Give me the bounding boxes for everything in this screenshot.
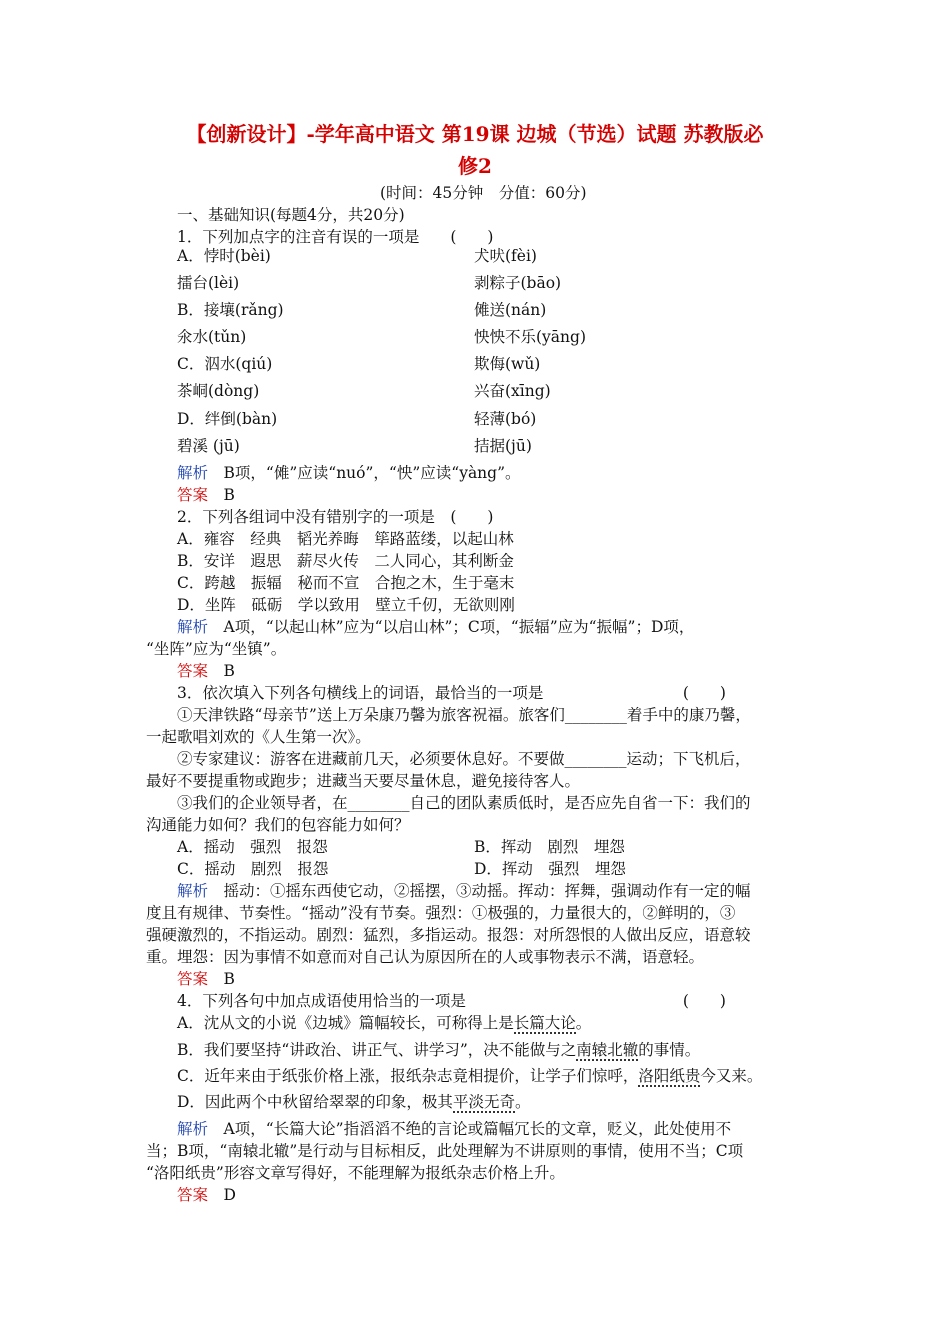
- answer-label: 答案: [177, 662, 209, 680]
- q3-sentence3-cont: 沟通能力如何？我们的包容能力如何？: [146, 816, 410, 834]
- analysis-text: 摇动：①摇东西使它动，②摇摆，③动摇。挥动：挥舞，强调动作有一定的幅: [223, 882, 751, 900]
- page-title-line1: 【创新设计】-学年高中语文 第19课 边城（节选）试题 苏教版必: [186, 122, 764, 146]
- section-heading: 一、基础知识(每题4分，共20分): [177, 206, 405, 224]
- analysis-label: 解析: [177, 464, 209, 482]
- analysis-label: 解析: [177, 1120, 209, 1138]
- q3-answer: [177, 968, 235, 990]
- answer-value: B: [223, 662, 235, 680]
- q1-option-d4: 拮据(jū): [474, 437, 532, 455]
- q2-analysis: [177, 616, 694, 638]
- q3-analysis-line3: 强硬激烈的，不指运动。剧烈：猛烈，多指运动。报怨：对所怨恨的人做出反应，语意较: [146, 926, 751, 944]
- answer-label: 答案: [177, 486, 209, 504]
- q1-option-d1: D．绊倒(bàn): [177, 410, 278, 428]
- option-text: C．近年来由于纸张价格上涨，报纸杂志竟相提价，让学子们惊呼，: [177, 1067, 639, 1085]
- q1-option-c1: C．泅水(qiú): [177, 355, 273, 373]
- dotted-idiom: 长篇大论: [513, 1014, 576, 1032]
- q3-sentence3: ③我们的企业领导者，在________自己的团队素质低时，是否应先自省一下：我们的: [177, 794, 751, 812]
- q1-analysis: [177, 462, 521, 484]
- q1-option-c3: 茶峒(dòng): [177, 382, 260, 400]
- exam-meta: (时间：45分钟 分值：60分): [380, 184, 587, 202]
- q2-option-a: A．雍容 经典 韬光养晦 筚路蓝缕，以起山林: [177, 530, 514, 548]
- dotted-idiom: 南辕北辙: [576, 1041, 639, 1059]
- answer-label: 答案: [177, 970, 209, 988]
- q1-option-c2: 欺侮(wǔ): [474, 355, 541, 373]
- option-text: A．沈从文的小说《边城》篇幅较长，可称得上是: [177, 1014, 514, 1032]
- q3-option-a: A．摇动 强烈 报怨: [177, 838, 328, 856]
- q4-option-a: [177, 1012, 591, 1034]
- q2-analysis-cont: “坐阵”应为“坐镇”。: [146, 640, 287, 658]
- q4-analysis-line2: 当；B项，“南辕北辙”是行动与目标相反，此处理解为不讲原则的事情，使用不当；C项: [146, 1142, 744, 1160]
- q3-stem: 3．依次填入下列各句横线上的词语，最恰当的一项是 ( ): [177, 684, 726, 702]
- q4-stem: 4．下列各句中加点成语使用恰当的一项是 ( ): [177, 992, 726, 1010]
- q2-option-c: C．跨越 振辐 秘而不宣 合抱之木，生于毫末: [177, 574, 515, 592]
- option-text: B．我们要坚持“讲政治、讲正气、讲学习”，决不能做与之: [177, 1041, 577, 1059]
- q1-stem: 1．下列加点字的注音有误的一项是 ( ): [177, 228, 494, 246]
- q3-option-b: B．挥动 剧烈 埋怨: [474, 838, 625, 856]
- q2-stem: 2．下列各组词中没有错别字的一项是 ( ): [177, 508, 494, 526]
- analysis-text: B项，“傩”应读“nuó”，“怏”应读“yàng”。: [223, 464, 521, 482]
- q3-sentence2: ②专家建议：游客在进藏前几天，必须要休息好。不要做________运动；下飞机后，: [177, 750, 751, 768]
- option-text: 。: [514, 1093, 531, 1111]
- q3-sentence2-cont: 最好不要提重物或跑步；进藏当天要尽量休息，避免接待客人。: [146, 772, 581, 790]
- dotted-idiom: 平淡无奇: [452, 1093, 515, 1111]
- q1-option-b4: 怏怏不乐(yāng): [474, 328, 586, 346]
- option-text: 的事情。: [638, 1041, 701, 1059]
- q1-answer: [177, 484, 235, 506]
- q4-option-c: [177, 1065, 762, 1087]
- q1-option-b1: B．接壤(rǎng): [177, 301, 284, 319]
- q1-option-a4: 剥粽子(bāo): [474, 274, 562, 292]
- answer-value: B: [223, 486, 235, 504]
- q4-option-d: [177, 1091, 530, 1113]
- q1-option-c4: 兴奋(xīng): [474, 382, 551, 400]
- q4-analysis-line3: “洛阳纸贵”形容文章写得好，不能理解为报纸杂志价格上升。: [146, 1164, 565, 1182]
- q2-option-b: B．安详 遐思 薪尽火传 二人同心，其利断金: [177, 552, 514, 570]
- option-text: 今又来。: [700, 1067, 763, 1085]
- q3-option-c: C．摇动 剧烈 报怨: [177, 860, 329, 878]
- q1-option-a2: 犬吠(fèi): [474, 247, 537, 265]
- q1-option-d2: 轻薄(bó): [474, 410, 537, 428]
- analysis-label: 解析: [177, 882, 209, 900]
- q3-sentence1-cont: 一起歌唱刘欢的《人生第一次》。: [146, 728, 371, 746]
- answer-label: 答案: [177, 1186, 209, 1204]
- q3-option-d: D．挥动 强烈 埋怨: [474, 860, 626, 878]
- answer-value: B: [223, 970, 235, 988]
- q3-analysis-line4: 重。埋怨：因为事情不如意而对自己认为原因所在的人或事物表示不满，语意轻。: [146, 948, 705, 966]
- analysis-text: A项，“长篇大论”指滔滔不绝的言论或篇幅冗长的文章，贬义，此处使用不: [223, 1120, 732, 1138]
- q3-sentence1: ①天津铁路“母亲节”送上万朵康乃馨为旅客祝福。旅客们________着手中的康乃馨，: [177, 706, 751, 724]
- answer-value: D: [223, 1186, 236, 1204]
- q1-option-b3: 氽水(tǔn): [177, 328, 247, 346]
- q3-analysis: [177, 880, 751, 902]
- option-text: D．因此两个中秋留给翠翠的印象，极其: [177, 1093, 453, 1111]
- analysis-label: 解析: [177, 618, 209, 636]
- q1-option-a1: A．悖时(bèi): [177, 247, 271, 265]
- q1-option-b2: 傩送(nán): [474, 301, 547, 319]
- q4-option-b: [177, 1039, 700, 1061]
- dotted-idiom: 洛阳纸贵: [638, 1067, 701, 1085]
- page-title-line2: 修2: [458, 154, 492, 178]
- q4-answer: [177, 1184, 236, 1206]
- q3-analysis-line2: 度且有规律、节奏性。“摇动”没有节奏。强烈：①极强的，力量很大的，②鲜明的，③: [146, 904, 736, 922]
- q1-option-d3: 碧溪 (jū): [177, 437, 240, 455]
- q1-option-a3: 擂台(lèi): [177, 274, 240, 292]
- option-text: 。: [575, 1014, 592, 1032]
- analysis-text: A项，“以起山林”应为“以启山林”；C项，“振辐”应为“振幅”；D项，: [223, 618, 695, 636]
- q4-analysis: [177, 1118, 731, 1140]
- q2-answer: [177, 660, 235, 682]
- q2-option-d: D．坐阵 砥砺 学以致用 壁立千仞，无欲则刚: [177, 596, 515, 614]
